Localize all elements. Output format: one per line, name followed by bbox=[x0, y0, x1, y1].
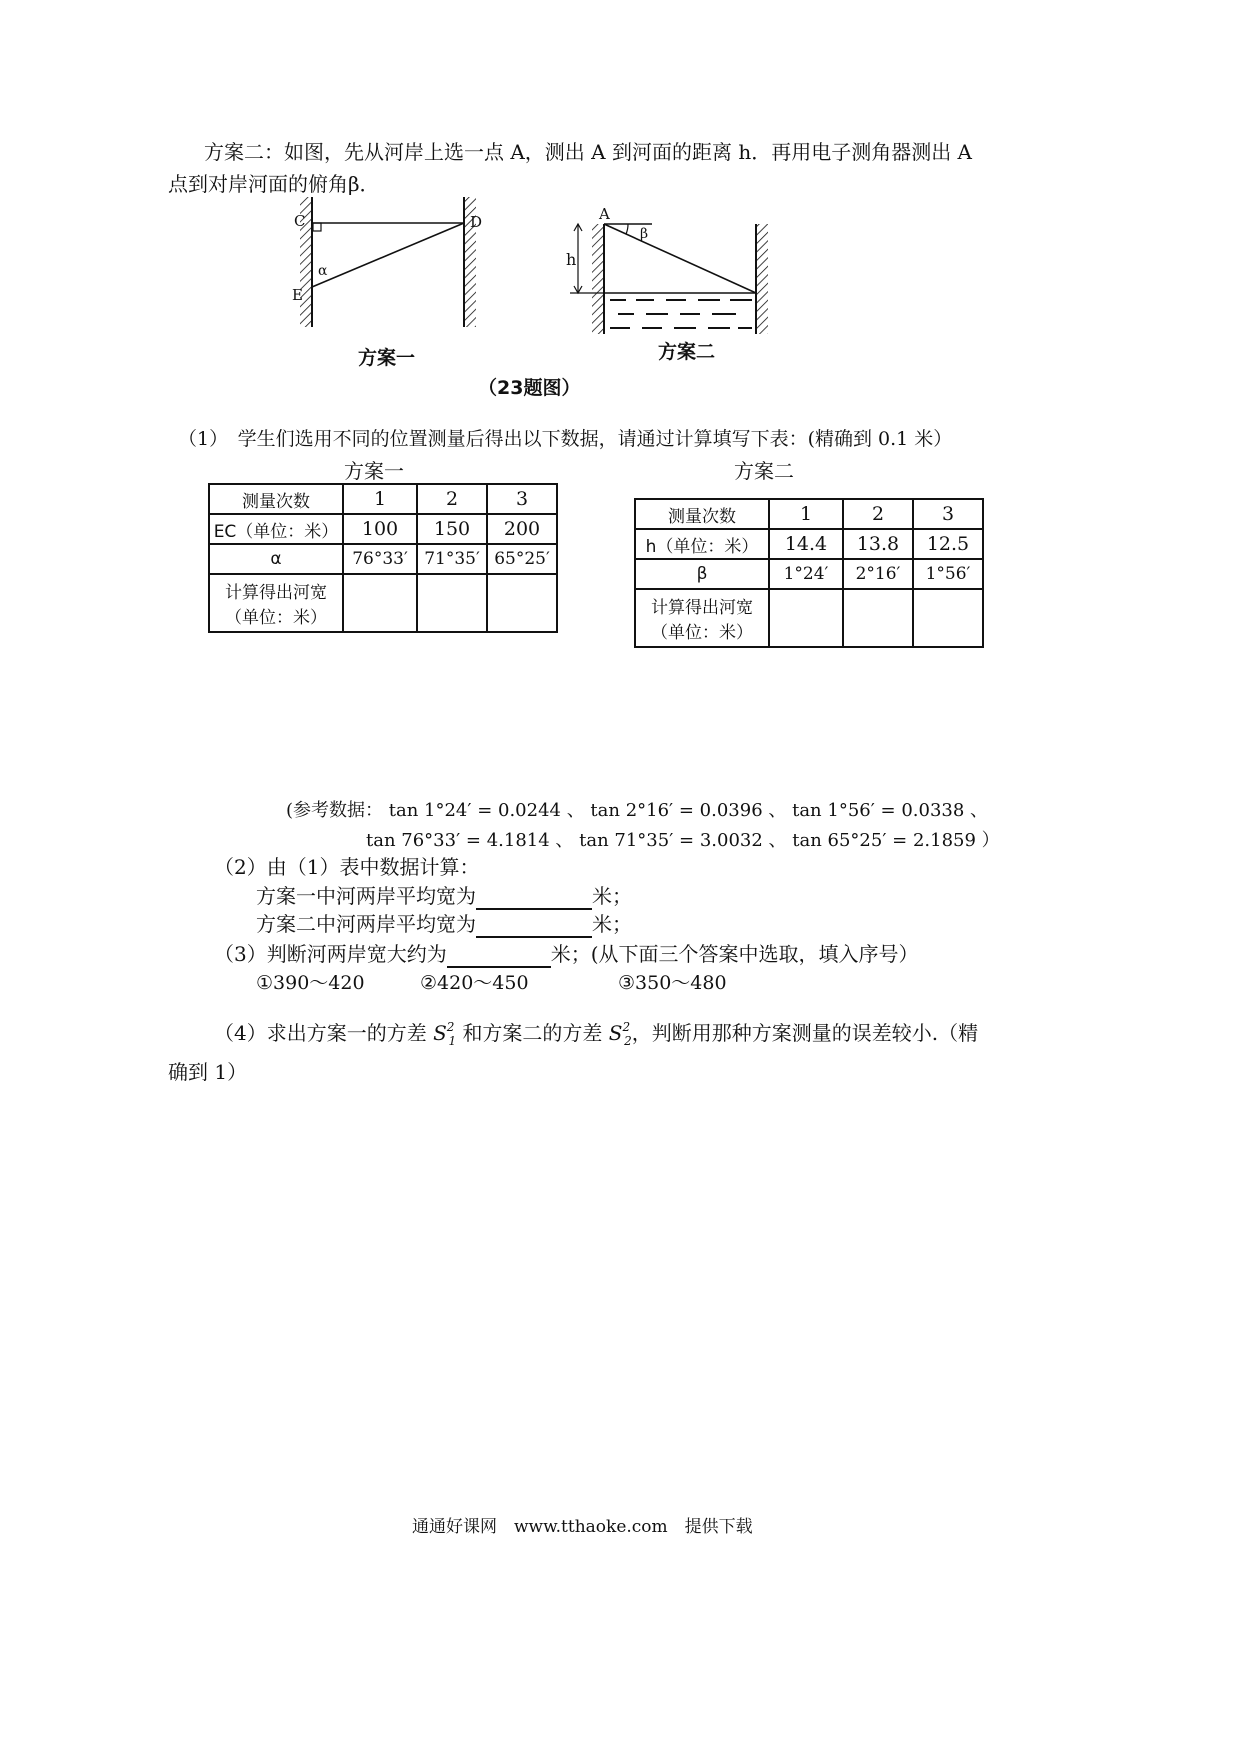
reference-line-2: tan 76°33′ = 4.1814 、 tan 71°35′ = 3.0032 、 tan 65°25′ = 2.1859 ） bbox=[366, 830, 1000, 851]
table-cell: 2°16′ bbox=[843, 559, 913, 589]
table-cell: 14.4 bbox=[769, 529, 843, 559]
fig2-label-h: h bbox=[566, 250, 577, 269]
answer-blank[interactable] bbox=[476, 914, 592, 938]
answer-cell[interactable] bbox=[769, 589, 843, 647]
answer-cell[interactable] bbox=[913, 589, 983, 647]
table-cell: β bbox=[635, 559, 769, 589]
table-cell: 2 bbox=[417, 484, 487, 514]
question-4-text-c: ，判断用那种方案测量的误差较小.（精 bbox=[631, 1021, 979, 1045]
option-1: ①390～420 bbox=[256, 972, 365, 994]
table-cell: 1 bbox=[769, 499, 843, 529]
question-4-line-2: 确到 1） bbox=[168, 1060, 248, 1084]
table-cell-width-label bbox=[209, 574, 343, 632]
table-scheme-one bbox=[208, 483, 558, 633]
variance-sup: 2 bbox=[622, 1020, 631, 1034]
table-cell: 71°35′ bbox=[417, 544, 487, 574]
table-cell-width-label bbox=[635, 589, 769, 647]
fig1-caption: 方案一 bbox=[358, 347, 416, 369]
answer-cell[interactable] bbox=[487, 574, 557, 632]
variance-s2 bbox=[608, 1020, 632, 1048]
variance-sub: 1 bbox=[448, 1034, 457, 1048]
reference-line-1: (参考数据： tan 1°24′ = 0.0244 、 tan 2°16′ = 0.0396 、 tan 1°56′ = 0.0338 、 bbox=[286, 800, 989, 821]
fig2-label-a: A bbox=[599, 205, 610, 223]
table-cell: 76°33′ bbox=[343, 544, 417, 574]
unit-text: 米； bbox=[592, 912, 632, 936]
width-label-line-2: （单位：米） bbox=[651, 623, 753, 643]
table-cell: 65°25′ bbox=[487, 544, 557, 574]
question-3-text-b: 米；(从下面三个答案中选取，填入序号） bbox=[550, 942, 919, 966]
table-cell: α bbox=[209, 544, 343, 574]
variance-symbol: S bbox=[433, 1021, 447, 1045]
intro-line-2: 点到对岸河面的俯角β． bbox=[168, 172, 380, 196]
answer-cell[interactable] bbox=[343, 574, 417, 632]
table-cell: 150 bbox=[417, 514, 487, 544]
table1-title: 方案一 bbox=[344, 459, 404, 483]
fig1-label-c: C bbox=[294, 212, 306, 230]
width-label-line-2: （单位：米） bbox=[225, 608, 327, 628]
question-2-line-a bbox=[256, 882, 632, 910]
table-cell: 2 bbox=[843, 499, 913, 529]
answer-cell[interactable] bbox=[843, 589, 913, 647]
table-cell: 200 bbox=[487, 514, 557, 544]
fig2-label-beta: β bbox=[640, 226, 649, 242]
question-4-text-a: （4）求出方案一的方差 bbox=[214, 1021, 427, 1045]
question-2-line-b-text: 方案二中河两岸平均宽为 bbox=[256, 912, 476, 936]
table-cell: 测量次数 bbox=[209, 484, 343, 514]
variance-symbol: S bbox=[608, 1021, 623, 1045]
table-cell: 3 bbox=[487, 484, 557, 514]
fig1-label-d: D bbox=[470, 213, 483, 231]
question-4-text-b: 和方案二的方差 bbox=[462, 1021, 603, 1045]
table-cell: 13.8 bbox=[843, 529, 913, 559]
table-scheme-two bbox=[634, 498, 984, 648]
fig1-label-alpha: α bbox=[318, 263, 328, 279]
table-cell: EC（单位：米） bbox=[209, 514, 343, 544]
option-3: ③350～480 bbox=[618, 972, 727, 994]
table-cell: 1 bbox=[343, 484, 417, 514]
variance-s1 bbox=[433, 1020, 457, 1048]
question-2-line-a-text: 方案一中河两岸平均宽为 bbox=[256, 884, 476, 908]
answer-blank[interactable] bbox=[476, 886, 592, 910]
width-label-line-1: 计算得出河宽 bbox=[651, 598, 753, 618]
option-2: ②420～450 bbox=[420, 972, 529, 994]
question-2-intro: （2）由（1）表中数据计算： bbox=[214, 855, 480, 879]
table-cell: 1°24′ bbox=[769, 559, 843, 589]
question-1: （1） 学生们选用不同的位置测量后得出以下数据，请通过计算填写下表：(精确到 0.1 米） bbox=[178, 428, 953, 450]
figure-caption: （23题图） bbox=[478, 377, 581, 399]
intro-line-1: 方案二：如图，先从河岸上选一点 A，测出 A 到河面的距离 h．再用电子测角器测出 A bbox=[204, 140, 972, 164]
question-3-text-a: （3）判断河两岸宽大约为 bbox=[214, 942, 447, 966]
answer-blank[interactable] bbox=[447, 944, 551, 968]
table-cell: 12.5 bbox=[913, 529, 983, 559]
table-cell: h（单位：米） bbox=[635, 529, 769, 559]
variance-sub: 2 bbox=[624, 1034, 632, 1048]
table-cell: 1°56′ bbox=[913, 559, 983, 589]
question-4-line-1 bbox=[214, 1013, 978, 1055]
table-cell: 100 bbox=[343, 514, 417, 544]
table-cell: 测量次数 bbox=[635, 499, 769, 529]
fig1-label-e: E bbox=[292, 286, 303, 304]
answer-cell[interactable] bbox=[417, 574, 487, 632]
question-3 bbox=[214, 940, 919, 968]
question-2-line-b bbox=[256, 910, 632, 938]
footer: 通通好课网 www.tthaoke.com 提供下载 bbox=[412, 1517, 753, 1537]
table-cell: 3 bbox=[913, 499, 983, 529]
width-label-line-1: 计算得出河宽 bbox=[225, 583, 327, 603]
unit-text: 米； bbox=[592, 884, 632, 908]
fig2-caption: 方案二 bbox=[658, 341, 716, 363]
variance-sup: 2 bbox=[446, 1020, 455, 1034]
table2-title: 方案二 bbox=[734, 459, 794, 483]
